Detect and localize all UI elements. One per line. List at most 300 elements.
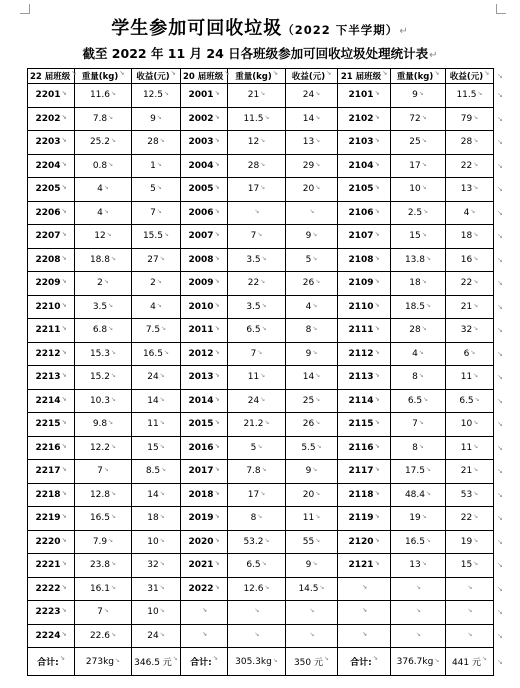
weight-value: 2	[97, 278, 103, 289]
cell-end-mark-icon: ↘	[382, 70, 388, 77]
table-cell	[28, 272, 75, 296]
income-value: 11	[460, 442, 473, 453]
cell-end-mark-icon: ↘	[115, 656, 121, 664]
income-value: 14.5	[298, 583, 319, 594]
cell-end-mark-icon: ↘	[434, 70, 440, 77]
row-end-mark-icon: ↘	[497, 326, 503, 335]
table-cell	[446, 154, 494, 178]
table-row	[28, 154, 494, 178]
row-end-mark-icon: ↘	[497, 91, 503, 100]
table-cell	[132, 460, 181, 484]
class-id: 2106	[348, 207, 374, 218]
table-cell	[181, 389, 228, 413]
table-cell	[446, 342, 494, 366]
table-cell	[338, 507, 391, 531]
table-cell	[338, 84, 391, 108]
cell-end-mark-icon: ↘	[421, 160, 427, 168]
table-cell	[228, 225, 286, 249]
class-id: 2117	[348, 466, 374, 477]
table-cell	[338, 460, 391, 484]
cell-end-mark-icon: ↘	[106, 231, 112, 239]
class-id: 2205	[35, 184, 61, 195]
weight-value: 28	[409, 325, 421, 336]
table-cell	[181, 554, 228, 578]
class-id: 2211	[35, 325, 61, 336]
table-cell	[391, 272, 446, 296]
total-value: 441 元	[451, 658, 481, 668]
table-cell	[391, 84, 446, 108]
income-value: 7	[150, 207, 156, 218]
table-cell	[28, 436, 75, 460]
table-cell	[181, 201, 228, 225]
income-value: 21	[460, 301, 473, 312]
table-cell	[75, 225, 132, 249]
table-cell	[391, 201, 446, 225]
table-cell	[75, 107, 132, 131]
cell-end-mark-icon: ↘	[473, 160, 479, 168]
column-header-label: 22 届班级	[30, 72, 71, 82]
table-cell	[338, 107, 391, 131]
row-end-mark-icon: ↘	[497, 514, 503, 523]
row-end-mark-icon: ↘	[497, 396, 503, 405]
weight-value: 12	[94, 231, 106, 242]
cell-end-mark-icon: ↘	[61, 325, 67, 333]
table-cell	[446, 530, 494, 554]
income-value: 10	[460, 419, 473, 430]
row-end-mark-icon: ↘	[497, 349, 503, 358]
row-end-mark-icon: ↘	[497, 608, 503, 617]
table-cell	[338, 530, 391, 554]
cell-end-mark-icon: ↘	[434, 656, 440, 664]
cell-end-mark-icon: ↘	[315, 372, 321, 380]
table-cell	[228, 624, 286, 648]
cell-end-mark-icon: ↘	[214, 278, 220, 286]
total-cell	[228, 648, 286, 676]
table-cell	[181, 601, 228, 625]
cell-end-mark-icon: ↘	[374, 137, 380, 145]
table-row	[28, 225, 494, 249]
table-cell	[181, 366, 228, 390]
class-id: 2011	[188, 325, 214, 336]
cell-end-mark-icon: ↘	[111, 137, 117, 145]
income-value: 26	[302, 278, 315, 289]
cell-end-mark-icon: ↘	[214, 160, 220, 168]
table-cell	[181, 84, 228, 108]
row-end-mark-icon: ↘	[497, 420, 503, 429]
income-value: 19	[460, 536, 473, 547]
table-cell	[132, 225, 181, 249]
income-value: 4	[150, 301, 156, 312]
table-cell	[391, 624, 446, 648]
cell-end-mark-icon: ↘	[61, 536, 67, 544]
class-id: 2110	[348, 301, 374, 312]
class-id: 2012	[188, 348, 214, 359]
table-cell	[391, 366, 446, 390]
class-id: 2004	[188, 160, 214, 171]
cell-end-mark-icon: ↘	[374, 560, 380, 568]
table-cell	[446, 601, 494, 625]
cell-end-mark-icon: ↘	[312, 466, 318, 474]
cell-end-mark-icon: ↘	[214, 254, 220, 262]
table-cell	[338, 154, 391, 178]
weight-value: 17	[409, 160, 421, 171]
table-cell	[132, 601, 181, 625]
cell-end-mark-icon: ↘	[214, 583, 220, 591]
cell-end-mark-icon: ↘	[423, 207, 429, 215]
cell-end-mark-icon: ↘	[312, 254, 318, 262]
table-cell	[75, 460, 132, 484]
row-end-mark-icon: ↘	[497, 443, 503, 452]
class-id: 2112	[348, 348, 374, 359]
table-cell	[132, 624, 181, 648]
cell-end-mark-icon: ↘	[159, 442, 165, 450]
class-id: 2218	[35, 489, 61, 500]
cell-end-mark-icon: ↘	[421, 325, 427, 333]
cell-end-mark-icon: ↘	[156, 113, 162, 121]
table-row	[28, 624, 494, 648]
table-cell	[75, 436, 132, 460]
table-cell	[286, 601, 338, 625]
income-value: 10	[147, 607, 159, 618]
table-cell	[286, 366, 338, 390]
table-cell	[228, 107, 286, 131]
cell-end-mark-icon: ↘	[312, 231, 318, 239]
cell-end-mark-icon: ↘	[316, 442, 322, 450]
cell-end-mark-icon: ↘	[257, 442, 263, 450]
cell-end-mark-icon: ↘	[473, 301, 479, 309]
table-cell	[28, 295, 75, 319]
table-cell	[391, 154, 446, 178]
cell-end-mark-icon: ↘	[315, 278, 321, 286]
weight-value: 72	[409, 113, 421, 124]
table-cell	[228, 178, 286, 202]
cell-end-mark-icon: ↘	[214, 536, 220, 544]
cell-end-mark-icon: ↘	[61, 231, 67, 239]
total-value: 376.7kg	[396, 656, 434, 667]
cell-end-mark-icon: ↘	[108, 325, 114, 333]
income-value: 14	[302, 113, 315, 124]
cell-end-mark-icon: ↘	[374, 90, 380, 98]
table-cell	[132, 436, 181, 460]
table-cell	[286, 178, 338, 202]
cell-end-mark-icon: ↘	[374, 513, 380, 521]
table-cell	[446, 366, 494, 390]
income-value: 21	[460, 466, 473, 477]
cell-end-mark-icon: ↘	[315, 160, 321, 168]
table-cell	[228, 201, 286, 225]
table-cell	[446, 389, 494, 413]
income-value: 5.5	[301, 442, 316, 453]
weight-value: 12	[247, 137, 260, 148]
cell-end-mark-icon: ↘	[421, 184, 427, 192]
weight-value: 15.2	[89, 372, 110, 383]
table-cell	[228, 248, 286, 272]
table-row	[28, 554, 494, 578]
cell-end-mark-icon: ↘	[374, 113, 380, 121]
table-cell	[286, 319, 338, 343]
column-header-label: 收益(元)	[449, 72, 484, 82]
table-cell	[228, 577, 286, 601]
page-corner-mark	[20, 4, 30, 14]
row-end-mark-icon: ↘	[497, 490, 503, 499]
table-cell	[75, 577, 132, 601]
cell-end-mark-icon: ↘	[418, 90, 424, 98]
weight-value: 16.5	[89, 513, 110, 524]
class-id: 2008	[188, 254, 214, 265]
cell-end-mark-icon: ↘	[214, 207, 220, 215]
class-id: 2208	[35, 254, 61, 265]
table-row	[28, 530, 494, 554]
income-value: 55	[302, 536, 315, 547]
table-cell	[446, 319, 494, 343]
table-cell	[391, 178, 446, 202]
document-title	[0, 14, 520, 40]
cell-end-mark-icon: ↘	[159, 560, 165, 568]
cell-end-mark-icon: ↘	[473, 113, 479, 121]
row-end-mark-icon: ↘	[497, 584, 503, 593]
cell-end-mark-icon: ↘	[257, 348, 263, 356]
total-value: 346.5 元	[134, 658, 172, 668]
table-cell	[75, 389, 132, 413]
table-cell	[75, 530, 132, 554]
weight-value: 7.9	[92, 536, 108, 547]
table-cell	[75, 507, 132, 531]
cell-end-mark-icon: ↘	[201, 607, 208, 615]
income-value: 15	[147, 442, 159, 453]
table-cell	[28, 201, 75, 225]
table-cell	[75, 624, 132, 648]
table-cell	[28, 131, 75, 155]
cell-end-mark-icon: ↘	[470, 348, 476, 356]
column-header	[132, 69, 181, 84]
total-cell	[286, 648, 338, 676]
table-cell	[228, 84, 286, 108]
table-cell	[228, 342, 286, 366]
class-id: 2018	[188, 489, 214, 500]
cell-end-mark-icon: ↘	[272, 70, 278, 77]
weight-value: 0.8	[92, 160, 108, 171]
row-end-mark-icon: ↘	[497, 185, 503, 194]
cell-end-mark-icon: ↘	[159, 607, 165, 615]
table-cell	[228, 295, 286, 319]
cell-end-mark-icon: ↘	[260, 489, 266, 497]
income-value: 24	[302, 90, 315, 101]
table-cell	[446, 131, 494, 155]
table-cell	[446, 178, 494, 202]
cell-end-mark-icon: ↘	[260, 90, 266, 98]
weight-value: 7	[412, 419, 418, 430]
table-cell	[28, 507, 75, 531]
total-label: 合计:	[190, 658, 212, 668]
cell-end-mark-icon: ↘	[61, 419, 67, 427]
table-cell	[75, 178, 132, 202]
table-cell	[338, 413, 391, 437]
table-cell	[446, 84, 494, 108]
table-cell	[338, 295, 391, 319]
table-cell	[391, 460, 446, 484]
cell-end-mark-icon: ↘	[159, 395, 165, 403]
cell-end-mark-icon: ↘	[108, 536, 114, 544]
table-cell	[132, 272, 181, 296]
weight-value: 6.5	[246, 560, 261, 571]
cell-end-mark-icon: ↘	[264, 113, 270, 121]
cell-end-mark-icon: ↘	[312, 325, 318, 333]
cell-end-mark-icon: ↘	[108, 301, 114, 309]
cell-end-mark-icon: ↘	[309, 607, 315, 615]
cell-end-mark-icon: ↘	[103, 466, 109, 474]
table-cell	[446, 577, 494, 601]
table-cell	[228, 483, 286, 507]
income-value: 11	[302, 513, 315, 524]
cell-end-mark-icon: ↘	[418, 348, 424, 356]
cell-end-mark-icon: ↘	[467, 607, 473, 615]
class-id: 2220	[35, 536, 61, 547]
cell-end-mark-icon: ↘	[418, 442, 424, 450]
table-row	[28, 413, 494, 437]
cell-end-mark-icon: ↘	[61, 607, 67, 615]
title-text: 学生参加可回收垃圾	[111, 18, 283, 39]
table-cell	[446, 483, 494, 507]
cell-end-mark-icon: ↘	[374, 442, 380, 450]
cell-end-mark-icon: ↘	[421, 231, 427, 239]
income-value: 14	[147, 395, 159, 406]
cell-end-mark-icon: ↘	[374, 536, 380, 544]
table-cell	[446, 554, 494, 578]
table-cell	[28, 483, 75, 507]
table-cell	[132, 577, 181, 601]
weight-value: 12.2	[89, 442, 110, 453]
income-value: 1	[150, 160, 156, 171]
income-value: 31	[147, 583, 159, 594]
cell-end-mark-icon: ↘	[374, 395, 380, 403]
cell-end-mark-icon: ↘	[315, 419, 321, 427]
cell-end-mark-icon: ↘	[164, 90, 170, 98]
weight-value: 7	[97, 466, 103, 477]
income-value: 24	[147, 630, 159, 641]
cell-end-mark-icon: ↘	[374, 419, 380, 427]
cell-end-mark-icon: ↘	[164, 348, 170, 356]
table-cell	[286, 154, 338, 178]
table-cell	[28, 389, 75, 413]
cell-end-mark-icon: ↘	[467, 630, 473, 638]
class-id: 2207	[35, 231, 61, 242]
table-cell	[181, 272, 228, 296]
class-id: 2118	[348, 489, 374, 500]
cell-end-mark-icon: ↘	[423, 395, 429, 403]
table-cell	[446, 272, 494, 296]
total-cell	[28, 648, 75, 676]
cell-end-mark-icon: ↘	[214, 395, 220, 403]
cell-end-mark-icon: ↘	[214, 137, 220, 145]
table-cell	[132, 342, 181, 366]
table-cell	[228, 413, 286, 437]
class-id: 2007	[188, 231, 214, 242]
table-row	[28, 389, 494, 413]
income-value: 9	[305, 560, 312, 571]
weight-value: 10	[409, 184, 421, 195]
weight-value: 18.5	[404, 301, 425, 312]
table-cell	[338, 225, 391, 249]
class-id: 2217	[35, 466, 61, 477]
table-cell	[132, 248, 181, 272]
table-cell	[181, 248, 228, 272]
totals-row	[28, 648, 494, 676]
income-value: 11.5	[456, 90, 477, 101]
table-cell	[228, 154, 286, 178]
row-end-mark-icon: ↘	[497, 279, 503, 288]
income-value: 5	[305, 254, 312, 265]
cell-end-mark-icon: ↘	[214, 513, 220, 521]
cell-end-mark-icon: ↘	[61, 630, 67, 638]
table-cell	[446, 107, 494, 131]
class-id: 2017	[188, 466, 214, 477]
cell-end-mark-icon: ↘	[61, 301, 67, 309]
weight-value: 11.5	[243, 113, 264, 124]
table-row	[28, 131, 494, 155]
table-cell	[391, 107, 446, 131]
table-cell	[75, 366, 132, 390]
cell-end-mark-icon: ↘	[467, 583, 473, 591]
weight-value: 7.8	[92, 113, 108, 124]
income-value: 15	[460, 560, 473, 571]
class-id: 2121	[348, 560, 374, 571]
cell-end-mark-icon: ↘	[374, 489, 380, 497]
cell-end-mark-icon: ↘	[315, 513, 321, 521]
income-value: 20	[302, 489, 315, 500]
class-id: 2216	[35, 442, 61, 453]
table-cell	[132, 319, 181, 343]
table-cell	[338, 436, 391, 460]
cell-end-mark-icon: ↘	[374, 254, 380, 262]
class-id: 2120	[348, 536, 374, 547]
cell-end-mark-icon: ↘	[103, 607, 109, 615]
weight-value: 13.8	[404, 254, 425, 265]
column-header	[286, 69, 338, 84]
table-cell	[286, 295, 338, 319]
table-cell	[75, 319, 132, 343]
total-label: 合计:	[37, 658, 59, 668]
cell-end-mark-icon: ↘	[214, 301, 220, 309]
table-cell	[391, 436, 446, 460]
cell-end-mark-icon: ↘	[214, 348, 220, 356]
class-id: 2013	[188, 372, 214, 383]
cell-end-mark-icon: ↘	[484, 70, 490, 77]
column-header	[228, 69, 286, 84]
table-cell	[286, 272, 338, 296]
cell-end-mark-icon: ↘	[61, 442, 67, 450]
table-cell	[391, 295, 446, 319]
income-value: 32	[147, 560, 159, 571]
column-header	[28, 69, 75, 84]
table-cell	[132, 154, 181, 178]
row-end-mark-icon: ↘	[497, 114, 503, 123]
weight-value: 48.4	[404, 489, 425, 500]
table-row	[28, 295, 494, 319]
table-row	[28, 577, 494, 601]
cell-end-mark-icon: ↘	[415, 630, 422, 638]
cell-end-mark-icon: ↘	[260, 395, 266, 403]
row-end-mark-icon: ↘	[497, 302, 503, 311]
class-id: 2109	[348, 278, 374, 289]
weight-value: 19	[409, 513, 421, 524]
table-cell	[286, 84, 338, 108]
class-id: 2003	[188, 137, 214, 148]
table-cell	[286, 201, 338, 225]
column-header	[446, 69, 494, 84]
cell-end-mark-icon: ↘	[374, 466, 380, 474]
cell-end-mark-icon: ↘	[374, 301, 380, 309]
table-cell	[446, 201, 494, 225]
